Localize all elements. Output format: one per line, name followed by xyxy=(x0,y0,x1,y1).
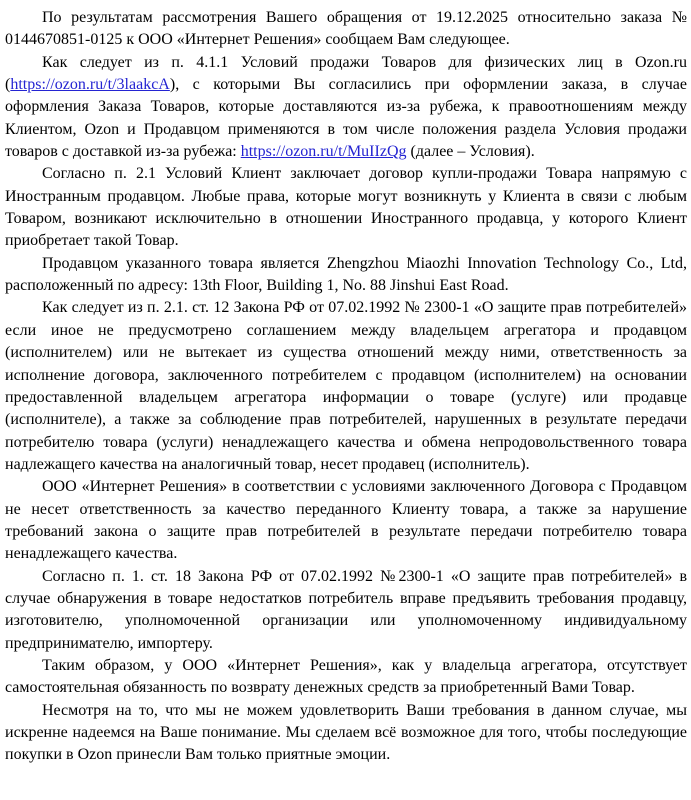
paragraph-3 xyxy=(5,163,687,252)
text-run-2-3: ), с которыми Вы согласились при оформлении заказа, в случае оформления Заказа Товаров, которые доставляются из-за рубежа, к правоотношениям между Клиентом, Ozon и Продавцом применяются в том числе положения раздела Условия продажи товаров с доставкой из-за рубежа: xyxy=(5,76,687,161)
paragraph-8 xyxy=(5,655,687,700)
ozon-terms-link-2[interactable]: https://ozon.ru/t/MuIIzQg xyxy=(240,143,407,161)
text-run-1-1: По результатам рассмотрения Вашего обращения от 19.12.2025 относительно заказа № 0144670851-0125 к ООО «Интернет Решения» сообщаем Вам следующее. xyxy=(5,9,687,49)
paragraph-7 xyxy=(5,566,687,655)
letter-body xyxy=(5,7,687,767)
text-run-6-1: ООО «Интернет Решения» в соответствии с условиями заключенного Договора с Продавцом не несет ответственность за качество переданного Клиенту товара, а также за нарушение требований закона о защите прав потребителей в результате передачи потребителю товара ненадлежащего качества. xyxy=(5,478,687,563)
paragraph-2 xyxy=(5,52,687,164)
text-run-2-5: (далее – Условия). xyxy=(406,143,535,161)
paragraph-9 xyxy=(5,700,687,767)
text-run-9-1: Несмотря на то, что мы не можем удовлетворить Ваши требования в данном случае, мы искренне надеемся на Ваше понимание. Мы сделаем всё возможное для того, чтобы последующие покупки в Ozon принесли Вам только приятные эмоции. xyxy=(5,701,687,764)
text-run-5-1: Как следует из п. 2.1. ст. 12 Закона РФ от 07.02.1992 № 2300-1 «О защите прав потребителей» если иное не предусмотрено соглашением между владельцем агрегатора и продавцом (исполнителем) или не вытекает из существа отношений между ними, ответственность за исполнение договора, заключенного потребителем с продавцом (исполнителем) на основании предоставленной владельцем агрегатора информации о товаре (услуге) или продавце (исполнителе), а также за соблюдение прав потребителей, нарушенных в результате передачи потребителю товара (услуги) ненадлежащего качества и обмена непродовольственного товара надлежащего качества на аналогичный товар, несет продавец (исполнитель). xyxy=(5,299,687,473)
text-run-3-1: Согласно п. 2.1 Условий Клиент заключает договор купли-продажи Товара напрямую с Иностранным продавцом. Любые права, которые могут возникнуть у Клиента в связи с любым Товаром, возникают исключительно в отношении Иностранного продавца, у которого Клиент приобретает такой Товар. xyxy=(5,165,687,250)
paragraph-1 xyxy=(5,7,687,52)
paragraph-5 xyxy=(5,297,687,476)
paragraph-4 xyxy=(5,253,687,298)
paragraph-6 xyxy=(5,476,687,565)
text-run-2-1: Как следует из п. 4.1.1 Условий продажи Товаров для физических лиц в Ozon.ru ( xyxy=(5,53,687,94)
text-run-7-1: Согласно п. 1. ст. 18 Закона РФ от 07.02.1992 №2300-1 «О защите прав потребителей» в случае обнаружения в товаре недостатков потребитель вправе предъявить требования продавцу, изготовителю, уполномоченной организации или уполномоченному индивидуальному предпринимателю, импортеру. xyxy=(5,567,687,652)
text-run-4-1: Продавцом указанного товара является Zhengzhou Miaozhi Innovation Technology Co., Ltd, расположенный по адресу: 13th Floor, Building 1, No. 88 Jinshui East Road. xyxy=(5,254,687,295)
ozon-terms-link-1[interactable]: https://ozon.ru/t/3laakcA xyxy=(10,76,170,94)
text-run-8-1: Таким образом, у ООО «Интернет Решения», как у владельца агрегатора, отсутствует самостоятельная обязанность по возврату денежных средств за приобретенный Вами Товар. xyxy=(5,656,687,697)
